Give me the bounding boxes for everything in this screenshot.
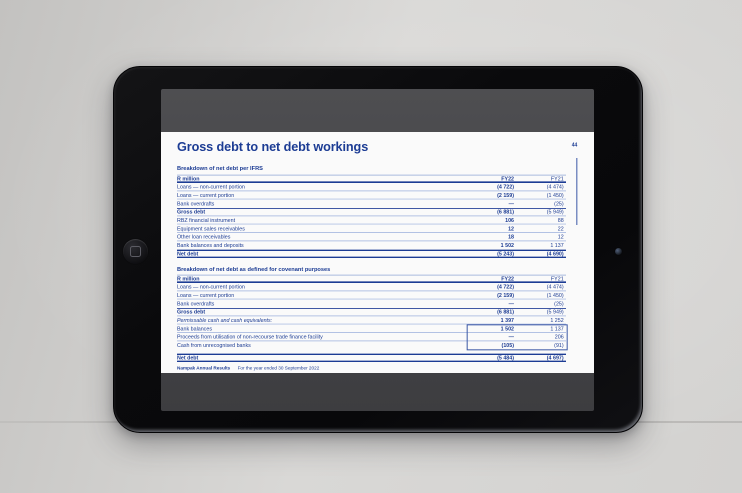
accent-vertical-rule: [576, 158, 577, 225]
presentation-slide: [161, 132, 594, 373]
table-row-net-debt-covenant: [177, 354, 566, 362]
row-label: Loans — current portion: [176, 292, 235, 299]
tablet-screen: [161, 89, 594, 411]
fy22-value: (5 484): [497, 354, 514, 361]
fy21-value: 22: [557, 225, 564, 232]
fy21-value: (4 690): [546, 250, 564, 257]
table-row: [177, 283, 566, 291]
footer-brand: Nampak Annual Results: [176, 365, 231, 371]
page-number: 44: [571, 142, 578, 148]
fy21-value: (91): [554, 342, 564, 349]
fy21-value: 1 137: [550, 242, 564, 249]
fy22-value: 1 502: [500, 325, 514, 332]
table-row: [177, 225, 566, 233]
fy21-value: (25): [554, 200, 564, 207]
fy21-value: (4 697): [546, 354, 564, 361]
fy21-value: 88: [557, 217, 564, 224]
fy22-value: 12: [508, 225, 514, 232]
fy22-value: (105): [501, 342, 514, 349]
col-header-fy22: FY22: [501, 275, 514, 282]
fy21-value: 1 252: [550, 317, 564, 324]
row-label: Other loan receivables: [176, 234, 231, 240]
col-header-fy21: FY21: [550, 275, 564, 282]
table-row: [177, 233, 566, 241]
row-label: Net debt: [176, 354, 199, 361]
table-row-net-debt: [177, 250, 566, 258]
table-row: [177, 216, 566, 224]
fy22-value: (4 722): [497, 184, 514, 190]
row-label: Bank balances: [176, 325, 212, 332]
row-label: Equipment sales receivables: [176, 225, 245, 232]
table-row: [177, 300, 566, 308]
row-label: Loans — non-current portion: [176, 284, 245, 290]
section-title-ifrs: Breakdown of net debt per IFRS: [176, 164, 263, 172]
fy22-value: (4 722): [497, 284, 514, 290]
front-camera-icon: [615, 248, 622, 255]
fy21-value: (25): [554, 300, 564, 307]
row-label: Bank overdrafts: [176, 300, 215, 307]
tablet-device: [113, 66, 643, 433]
row-label: Cash from unrecognised banks: [176, 342, 251, 349]
fy22-value: (2 159): [497, 292, 514, 299]
fy21-value: (1 450): [546, 192, 564, 199]
col-header-r-million: R million: [176, 275, 200, 282]
row-label: Proceeds from utilisation of non-recourse trade finance facility: [176, 334, 323, 340]
row-label: Bank balances and deposits: [176, 242, 244, 249]
row-label: Permissable cash and cash equivalents:: [176, 317, 273, 324]
table-row: [177, 341, 566, 349]
row-label: Loans — non-current portion: [176, 184, 245, 190]
row-label: Bank overdrafts: [176, 200, 215, 207]
fy21-value: 12: [557, 234, 564, 240]
home-button[interactable]: [123, 239, 148, 264]
fy21-value: 206: [554, 334, 564, 340]
fy21-value: 1 137: [550, 325, 564, 332]
table-header-row: [177, 175, 566, 183]
fy22-value: —: [508, 334, 514, 340]
fy22-value: (6 881): [497, 309, 514, 315]
fy22-value: (6 881): [497, 209, 514, 215]
row-label: Net debt: [176, 250, 199, 257]
home-button-icon: [130, 246, 141, 257]
table-row-permissable-cash: [177, 316, 566, 324]
fy22-value: —: [508, 200, 514, 207]
section-title-covenant: Breakdown of net debt as defined for covenant purposes: [176, 265, 331, 273]
table-row-gross-debt: [177, 208, 566, 216]
fy22-value: (2 159): [497, 192, 514, 199]
table-row: [177, 200, 566, 208]
fy21-value: (5 949): [546, 209, 564, 215]
table-header-row: [177, 275, 566, 283]
fy22-value: 1 502: [500, 242, 514, 249]
table-row: [177, 183, 566, 191]
slide-content: [161, 132, 594, 373]
slide-title: Gross debt to net debt workings: [176, 139, 369, 154]
table-row-gross-debt: [177, 308, 566, 316]
col-header-fy21: FY21: [550, 175, 564, 182]
table-ifrs: [177, 175, 566, 258]
table-row: [177, 191, 566, 199]
col-header-r-million: R million: [176, 175, 200, 182]
slide-footer: [177, 365, 566, 370]
fy22-value: —: [508, 300, 514, 307]
footer-period: For the year ended 30 September 2022: [237, 365, 320, 371]
row-label: Gross debt: [176, 209, 206, 215]
table-row: [177, 325, 566, 333]
table-row: [177, 333, 566, 341]
row-label: RBZ financial instrument: [176, 217, 236, 224]
table-covenant: [177, 275, 566, 350]
table-row: [177, 291, 566, 299]
fy22-value: 18: [508, 234, 514, 240]
fy21-value: (5 949): [546, 309, 564, 315]
row-label: Loans — current portion: [176, 192, 235, 199]
fy21-value: (4 474): [546, 284, 564, 290]
fy21-value: (1 450): [546, 292, 564, 299]
fy22-value: (5 243): [497, 250, 514, 257]
row-label: Gross debt: [176, 309, 206, 315]
col-header-fy22: FY22: [501, 175, 514, 182]
table-row: [177, 241, 566, 249]
fy22-value: 1 397: [500, 317, 514, 324]
fy22-value: 106: [505, 217, 514, 224]
fy21-value: (4 474): [546, 184, 564, 190]
